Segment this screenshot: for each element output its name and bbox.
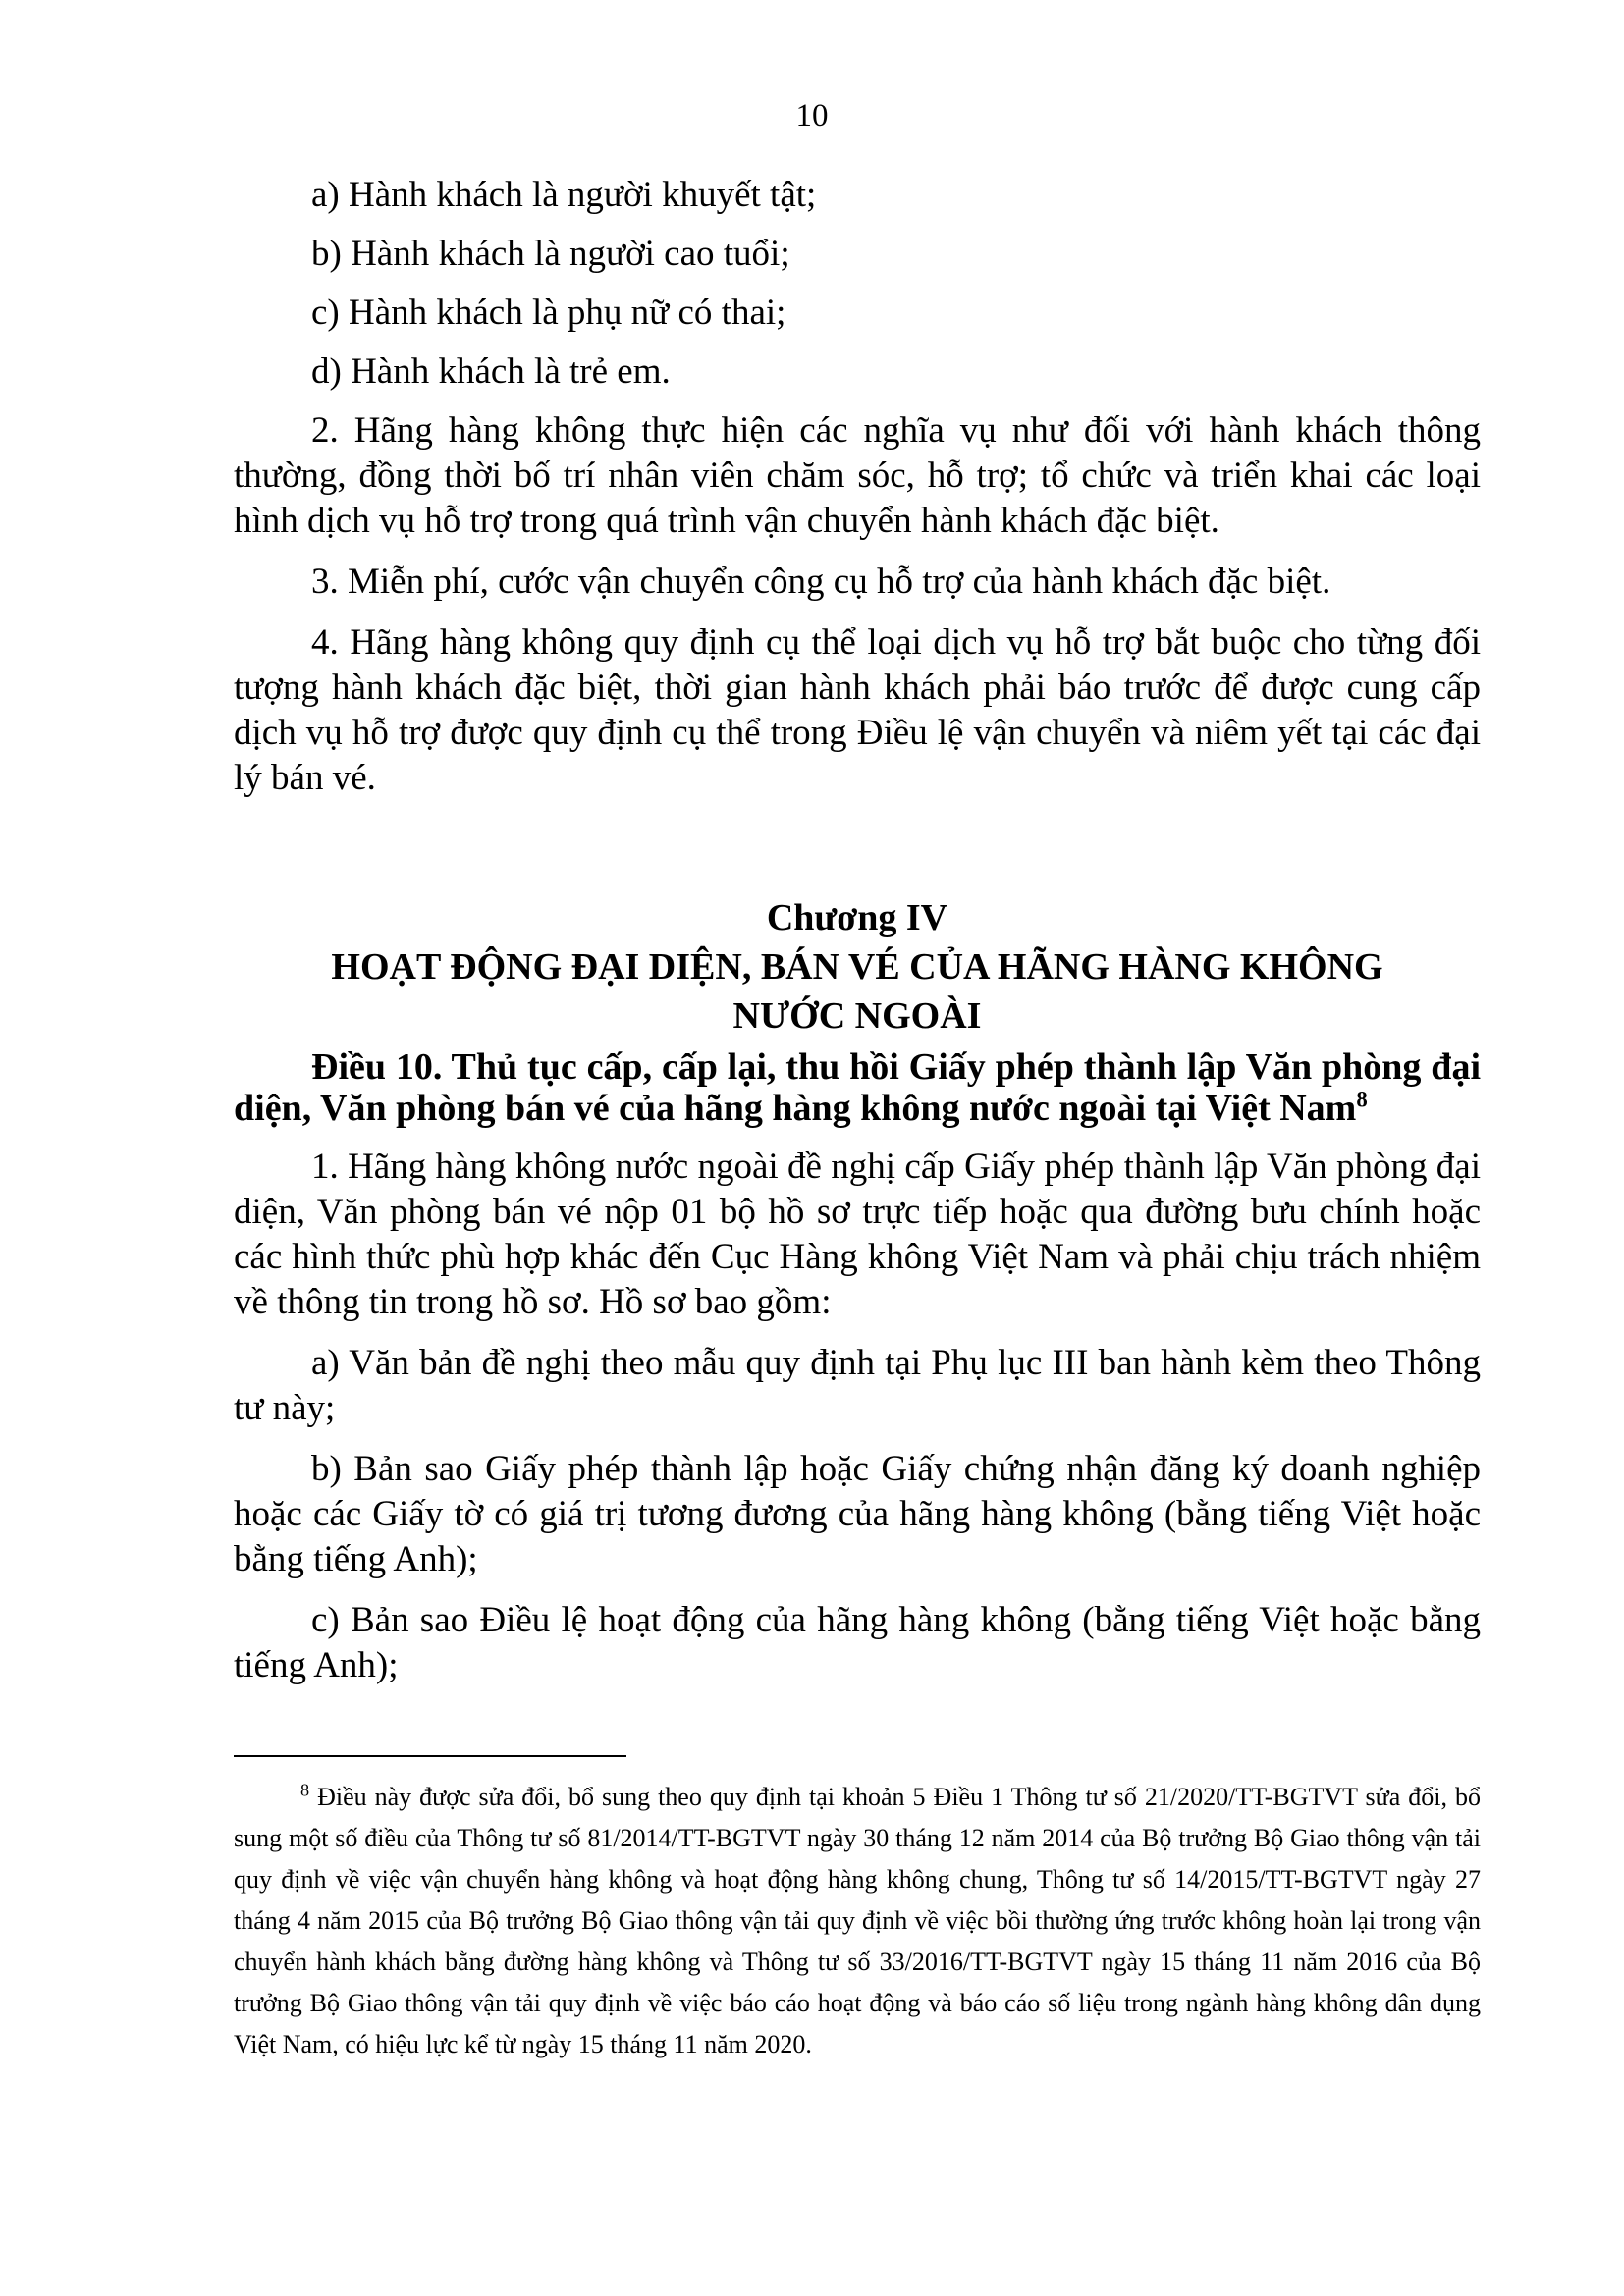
list-item: d) Hành khách là trẻ em. <box>311 351 671 392</box>
clause-paragraph: 4. Hãng hàng không quy định cụ thể loại dịch vụ hỗ trợ bắt buộc cho từng đối tượng hành khách đặc biệt, thời gian hành khách phải báo trước để được cung cấp dịch vụ hỗ trợ được quy định cụ thể trong Điều lệ vận chuyển và niêm yết tại các đại lý bán vé. <box>234 622 1481 798</box>
clause-paragraph: 3. Miễn phí, cước vận chuyển công cụ hỗ trợ của hành khách đặc biệt. <box>311 561 1331 602</box>
footnote-body <box>234 1777 1481 2065</box>
footnote <box>234 1777 1481 2065</box>
chapter-title-line2: NƯỚC NGOÀI <box>732 995 982 1037</box>
page-number: 10 <box>795 98 829 133</box>
list-item: b) Hành khách là người cao tuổi; <box>311 234 790 274</box>
list-item: c) Hành khách là phụ nữ có thai; <box>311 293 786 333</box>
footnote-separator <box>234 1755 626 1757</box>
list-item: a) Văn bản đề nghị theo mẫu quy định tại Phụ lục III ban hành kèm theo Thông tư này; <box>234 1343 1481 1428</box>
list-item: b) Bản sao Giấy phép thành lập hoặc Giấy chứng nhận đăng ký doanh nghiệp hoặc các Giấy tờ có giá trị tương đương của hãng hàng không (bằng tiếng Việt hoặc bằng tiếng Anh); <box>234 1449 1481 1579</box>
chapter-number: Chương IV <box>766 897 948 938</box>
list-item: a) Hành khách là người khuyết tật; <box>311 175 817 215</box>
article-heading <box>234 1046 1481 1129</box>
footnote-reference[interactable]: 8 <box>1356 1087 1368 1112</box>
footnote-text: Điều này được sửa đổi, bổ sung theo quy định tại khoản 5 Điều 1 Thông tư số 21/2020/TT-BGTVT sửa đổi, bổ sung một số điều của Thông tư số 81/2014/TT-BGTVT ngày 30 tháng 12 năm 2014 của Bộ trưởng Bộ Giao thông vận tải quy định về việc vận chuyển hàng không và hoạt động hàng không chung, Thông tư số 14/2015/TT-BGTVT ngày 27 tháng 4 năm 2015 của Bộ trưởng Bộ Giao thông vận tải quy định về việc bồi thường ứng trước không hoàn lại trong vận chuyển hành khách bằng đường hàng không và Thông tư số 33/2016/TT-BGTVT ngày 15 tháng 11 năm 2016 của Bộ trưởng Bộ Giao thông vận tải quy định về việc báo cáo hoạt động và báo cáo số liệu trong ngành hàng không dân dụng Việt Nam, có hiệu lực kể từ ngày 15 tháng 11 năm 2020. <box>234 1783 1481 2058</box>
chapter-title-line1: HOẠT ĐỘNG ĐẠI DIỆN, BÁN VÉ CỦA HÃNG HÀNG KHÔNG <box>331 946 1383 988</box>
page-body <box>234 173 1481 1704</box>
clause-paragraph: 2. Hãng hàng không thực hiện các nghĩa vụ như đối với hành khách thông thường, đồng thời bố trí nhân viên chăm sóc, hỗ trợ; tổ chức và triển khai các loại hình dịch vụ hỗ trợ trong quá trình vận chuyển hành khách đặc biệt. <box>234 410 1481 541</box>
footnote-mark: 8 <box>300 1780 310 1800</box>
article-heading-text: Điều 10. Thủ tục cấp, cấp lại, thu hồi Giấy phép thành lập Văn phòng đại diện, Văn phòng bán vé của hãng hàng không nước ngoài tại Việt Nam <box>234 1046 1481 1129</box>
list-item: c) Bản sao Điều lệ hoạt động của hãng hàng không (bằng tiếng Việt hoặc bằng tiếng Anh); <box>234 1600 1481 1685</box>
section-spacer <box>234 817 1481 893</box>
article-clause-1: 1. Hãng hàng không nước ngoài đề nghị cấp Giấy phép thành lập Văn phòng đại diện, Văn phòng bán vé nộp 01 bộ hồ sơ trực tiếp hoặc qua đường bưu chính hoặc các hình thức phù hợp khác đến Cục Hàng không Việt Nam và phải chịu trách nhiệm về thông tin trong hồ sơ. Hồ sơ bao gồm: <box>234 1147 1481 1322</box>
